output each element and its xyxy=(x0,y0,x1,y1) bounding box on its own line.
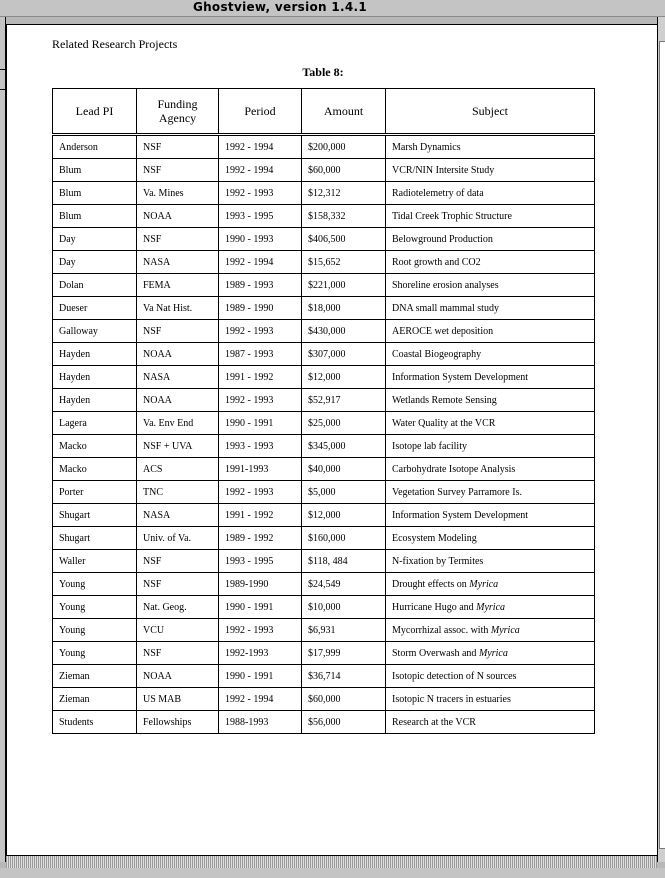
table-row xyxy=(53,343,595,366)
subject-text: Storm Overwash and xyxy=(392,647,479,659)
cell-period: 1992 - 1994 xyxy=(219,159,302,182)
cell-period: 1992 - 1993 xyxy=(219,481,302,504)
cell-amount: $200,000 xyxy=(302,135,386,159)
cell-subject xyxy=(386,458,595,481)
cell-period: 1992 - 1993 xyxy=(219,320,302,343)
bottom-frame xyxy=(0,868,665,878)
table-row xyxy=(53,527,595,550)
cell-period: 1989-1990 xyxy=(219,573,302,596)
table-row xyxy=(53,435,595,458)
cell-subject xyxy=(386,320,595,343)
cell-funding-agency: Univ. of Va. xyxy=(137,527,219,550)
research-projects-table xyxy=(52,88,595,734)
cell-subject xyxy=(386,251,595,274)
cell-subject xyxy=(386,642,595,665)
cell-funding-agency: NASA xyxy=(137,366,219,389)
subject-text: Hurricane Hugo and xyxy=(392,601,477,613)
cell-lead-pi: Blum xyxy=(53,159,137,182)
cell-funding-agency: FEMA xyxy=(137,274,219,297)
subject-text: Drought effects on xyxy=(392,578,470,590)
subject-text: VCR/NIN Intersite Study xyxy=(392,164,495,176)
table-row xyxy=(53,665,595,688)
cell-lead-pi: Hayden xyxy=(53,389,137,412)
cell-funding-agency: Nat. Geog. xyxy=(137,596,219,619)
cell-lead-pi: Students xyxy=(53,711,137,734)
cell-amount: $15,652 xyxy=(302,251,386,274)
table-row xyxy=(53,135,595,159)
table-row xyxy=(53,182,595,205)
vertical-scroll-thumb[interactable] xyxy=(659,41,665,849)
subject-text: Information System Development xyxy=(392,509,529,521)
subject-text: Research at the VCR xyxy=(392,716,476,728)
cell-lead-pi: Anderson xyxy=(53,135,137,159)
window-title: Ghostview, version 1.4.1 xyxy=(192,0,368,14)
cell-subject xyxy=(386,343,595,366)
subject-text: Tidal Creek Trophic Structure xyxy=(392,210,512,222)
table-row xyxy=(53,412,595,435)
table-header-row xyxy=(53,89,595,135)
cell-lead-pi: Shugart xyxy=(53,504,137,527)
subject-text: DNA small mammal study xyxy=(392,302,499,314)
cell-period: 1991-1993 xyxy=(219,458,302,481)
cell-period: 1990 - 1991 xyxy=(219,596,302,619)
cell-funding-agency: NOAA xyxy=(137,389,219,412)
cell-subject xyxy=(386,366,595,389)
table-row xyxy=(53,228,595,251)
cell-amount: $24,549 xyxy=(302,573,386,596)
cell-amount: $5,000 xyxy=(302,481,386,504)
cell-amount: $40,000 xyxy=(302,458,386,481)
table-row xyxy=(53,481,595,504)
cell-funding-agency: NASA xyxy=(137,504,219,527)
subject-text: Root growth and CO2 xyxy=(392,256,481,268)
cell-lead-pi: Porter xyxy=(53,481,137,504)
cell-funding-agency: VCU xyxy=(137,619,219,642)
cell-funding-agency: Va Nat Hist. xyxy=(137,297,219,320)
subject-text: Belowground Production xyxy=(392,233,493,245)
cell-funding-agency: ACS xyxy=(137,458,219,481)
cell-period: 1993 - 1995 xyxy=(219,205,302,228)
cell-funding-agency: NOAA xyxy=(137,205,219,228)
cell-lead-pi: Lagera xyxy=(53,412,137,435)
horizontal-scrollbar[interactable] xyxy=(6,855,657,869)
subject-text: N-fixation by Termites xyxy=(392,555,484,567)
subject-text: Isotope lab facility xyxy=(392,440,467,452)
table-row xyxy=(53,274,595,297)
table-row xyxy=(53,320,595,343)
cell-period: 1991 - 1992 xyxy=(219,504,302,527)
cell-subject xyxy=(386,297,595,320)
cell-lead-pi: Shugart xyxy=(53,527,137,550)
cell-subject xyxy=(386,435,595,458)
cell-subject xyxy=(386,205,595,228)
cell-lead-pi: Blum xyxy=(53,182,137,205)
subject-text: Vegetation Survey Parramore Is. xyxy=(392,486,522,498)
subject-text: Isotopic N tracers in estuaries xyxy=(392,693,511,705)
cell-amount: $221,000 xyxy=(302,274,386,297)
header-subject: Subject xyxy=(386,89,595,135)
subject-text: AEROCE wet deposition xyxy=(392,325,494,337)
cell-subject xyxy=(386,228,595,251)
cell-subject xyxy=(386,527,595,550)
cell-funding-agency: NOAA xyxy=(137,665,219,688)
subject-text: Ecosystem Modeling xyxy=(392,532,477,544)
cell-lead-pi: Young xyxy=(53,619,137,642)
cell-lead-pi: Waller xyxy=(53,550,137,573)
header-amount: Amount xyxy=(302,89,386,135)
table-row xyxy=(53,596,595,619)
cell-period: 1992-1993 xyxy=(219,642,302,665)
cell-amount: $60,000 xyxy=(302,159,386,182)
table-row xyxy=(53,642,595,665)
table-body xyxy=(53,135,595,734)
cell-funding-agency: TNC xyxy=(137,481,219,504)
cell-amount: $118, 484 xyxy=(302,550,386,573)
vertical-scrollbar[interactable] xyxy=(657,17,665,862)
cell-period: 1992 - 1993 xyxy=(219,389,302,412)
cell-funding-agency: NSF xyxy=(137,642,219,665)
cell-amount: $158,332 xyxy=(302,205,386,228)
cell-period: 1992 - 1994 xyxy=(219,135,302,159)
cell-funding-agency: Va. Mines xyxy=(137,182,219,205)
subject-species-italic: Myrica xyxy=(476,601,506,613)
panel-notch xyxy=(0,89,5,90)
cell-lead-pi: Dolan xyxy=(53,274,137,297)
cell-amount: $430,000 xyxy=(302,320,386,343)
cell-funding-agency: NSF xyxy=(137,320,219,343)
cell-subject xyxy=(386,412,595,435)
cell-period: 1989 - 1993 xyxy=(219,274,302,297)
cell-amount: $36,714 xyxy=(302,665,386,688)
cell-amount: $17,999 xyxy=(302,642,386,665)
cell-funding-agency: Fellowships xyxy=(137,711,219,734)
subject-text: Coastal Biogeography xyxy=(392,348,482,360)
cell-period: 1987 - 1993 xyxy=(219,343,302,366)
title-bar[interactable] xyxy=(0,0,665,17)
cell-period: 1992 - 1994 xyxy=(219,688,302,711)
cell-lead-pi: Young xyxy=(53,642,137,665)
cell-amount: $52,917 xyxy=(302,389,386,412)
cell-amount: $406,500 xyxy=(302,228,386,251)
cell-period: 1990 - 1993 xyxy=(219,228,302,251)
cell-subject xyxy=(386,596,595,619)
table-row xyxy=(53,458,595,481)
cell-funding-agency: NSF xyxy=(137,550,219,573)
cell-amount: $307,000 xyxy=(302,343,386,366)
table-row xyxy=(53,504,595,527)
cell-lead-pi: Dueser xyxy=(53,297,137,320)
subject-text: Information System Development xyxy=(392,371,529,383)
cell-amount: $12,312 xyxy=(302,182,386,205)
cell-lead-pi: Macko xyxy=(53,435,137,458)
header-period: Period xyxy=(219,89,302,135)
cell-subject xyxy=(386,573,595,596)
table-row xyxy=(53,550,595,573)
cell-amount: $12,000 xyxy=(302,366,386,389)
cell-lead-pi: Blum xyxy=(53,205,137,228)
cell-period: 1992 - 1993 xyxy=(219,182,302,205)
table-row xyxy=(53,159,595,182)
cell-amount: $345,000 xyxy=(302,435,386,458)
cell-subject xyxy=(386,481,595,504)
cell-subject xyxy=(386,550,595,573)
cell-amount: $6,931 xyxy=(302,619,386,642)
header-lead-pi: Lead PI xyxy=(53,89,137,135)
table-row xyxy=(53,205,595,228)
table-row xyxy=(53,619,595,642)
subject-text: Wetlands Remote Sensing xyxy=(392,394,497,406)
subject-text: Carbohydrate Isotope Analysis xyxy=(392,463,516,475)
subject-text: Isotopic detection of N sources xyxy=(392,670,517,682)
cell-lead-pi: Hayden xyxy=(53,343,137,366)
table-row xyxy=(53,297,595,320)
cell-period: 1993 - 1993 xyxy=(219,435,302,458)
cell-lead-pi: Young xyxy=(53,596,137,619)
cell-amount: $10,000 xyxy=(302,596,386,619)
subject-text: Marsh Dynamics xyxy=(392,141,461,153)
cell-lead-pi: Macko xyxy=(53,458,137,481)
subject-text: Mycorrhizal assoc. with xyxy=(392,624,491,636)
cell-funding-agency: NSF xyxy=(137,159,219,182)
cell-subject xyxy=(386,159,595,182)
cell-subject xyxy=(386,619,595,642)
cell-period: 1990 - 1991 xyxy=(219,412,302,435)
cell-lead-pi: Galloway xyxy=(53,320,137,343)
document-heading: Related Research Projects xyxy=(52,37,178,51)
cell-funding-agency: NOAA xyxy=(137,343,219,366)
subject-text: Shoreline erosion analyses xyxy=(392,279,499,291)
cell-amount: $12,000 xyxy=(302,504,386,527)
cell-subject xyxy=(386,274,595,297)
cell-lead-pi: Day xyxy=(53,251,137,274)
panel-notch xyxy=(0,69,5,70)
subject-species-italic: Myrica xyxy=(478,647,508,659)
cell-amount: $60,000 xyxy=(302,688,386,711)
header-funding-agency-label: Funding Agency xyxy=(157,97,198,125)
cell-period: 1989 - 1990 xyxy=(219,297,302,320)
cell-subject xyxy=(386,688,595,711)
header-funding-agency xyxy=(137,89,219,135)
cell-subject xyxy=(386,711,595,734)
cell-funding-agency: NSF + UVA xyxy=(137,435,219,458)
cell-lead-pi: Day xyxy=(53,228,137,251)
cell-lead-pi: Young xyxy=(53,573,137,596)
cell-amount: $56,000 xyxy=(302,711,386,734)
cell-subject xyxy=(386,389,595,412)
cell-subject xyxy=(386,182,595,205)
cell-period: 1988-1993 xyxy=(219,711,302,734)
subject-species-italic: Myrica xyxy=(469,578,499,590)
table-row xyxy=(53,366,595,389)
cell-subject xyxy=(386,665,595,688)
table-caption: Table 8: xyxy=(302,65,344,79)
cell-funding-agency: NASA xyxy=(137,251,219,274)
cell-period: 1991 - 1992 xyxy=(219,366,302,389)
cell-period: 1989 - 1992 xyxy=(219,527,302,550)
cell-lead-pi: Zieman xyxy=(53,665,137,688)
cell-funding-agency: NSF xyxy=(137,228,219,251)
subject-text: Water Quality at the VCR xyxy=(392,417,496,429)
table-row xyxy=(53,688,595,711)
cell-period: 1992 - 1994 xyxy=(219,251,302,274)
cell-subject xyxy=(386,135,595,159)
table-row xyxy=(53,573,595,596)
cell-funding-agency: NSF xyxy=(137,135,219,159)
cell-period: 1990 - 1991 xyxy=(219,665,302,688)
cell-subject xyxy=(386,504,595,527)
table-row xyxy=(53,389,595,412)
cell-amount: $25,000 xyxy=(302,412,386,435)
cell-period: 1992 - 1993 xyxy=(219,619,302,642)
cell-amount: $160,000 xyxy=(302,527,386,550)
table-row xyxy=(53,251,595,274)
subject-species-italic: Myrica xyxy=(490,624,520,636)
table-row xyxy=(53,711,595,734)
cell-amount: $18,000 xyxy=(302,297,386,320)
cell-funding-agency: US MAB xyxy=(137,688,219,711)
cell-lead-pi: Zieman xyxy=(53,688,137,711)
cell-funding-agency: Va. Env End xyxy=(137,412,219,435)
subject-text: Radiotelemetry of data xyxy=(392,187,484,199)
cell-funding-agency: NSF xyxy=(137,573,219,596)
cell-period: 1993 - 1995 xyxy=(219,550,302,573)
cell-lead-pi: Hayden xyxy=(53,366,137,389)
